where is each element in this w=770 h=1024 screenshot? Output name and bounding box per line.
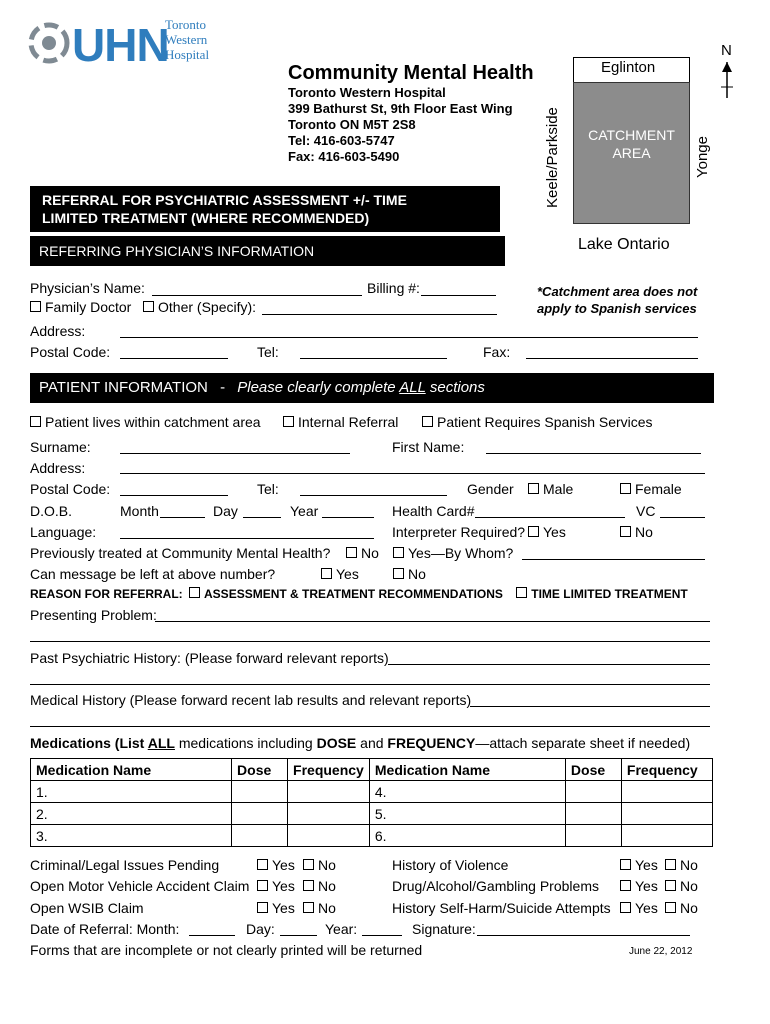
dose-cell[interactable] — [232, 781, 288, 803]
yonge-label: Yonge — [694, 136, 711, 178]
criminal-no-option[interactable]: No — [303, 857, 336, 873]
female-option[interactable]: Female — [620, 481, 682, 497]
vc-field[interactable] — [660, 517, 705, 518]
banner-line-2: LIMITED TREATMENT (WHERE RECOMMENDED) — [42, 210, 370, 226]
physician-address-label: Address: — [30, 323, 86, 339]
past-history-line-2[interactable] — [30, 684, 710, 685]
dose-cell[interactable] — [232, 803, 288, 825]
medication-cell[interactable]: 5. — [369, 803, 565, 825]
medication-cell[interactable]: 3. — [31, 825, 232, 847]
prev-treated-yes-option[interactable]: Yes—By Whom? — [393, 545, 513, 561]
day-label: Day — [213, 503, 238, 519]
billing-label: Billing #: — [367, 280, 420, 296]
logo-wordmark: UHN — [72, 19, 169, 71]
year-label: Year — [290, 503, 319, 519]
referral-year-field[interactable] — [362, 935, 402, 936]
wsib-yes-checkbox[interactable] — [257, 902, 268, 913]
north-arrow-icon — [717, 60, 737, 100]
health-card-label: Health Card# — [392, 503, 475, 519]
selfharm-yes-checkbox[interactable] — [620, 902, 631, 913]
medication-cell[interactable]: 4. — [369, 781, 565, 803]
page-title: Community Mental Health — [288, 62, 534, 84]
surname-label: Surname: — [30, 439, 91, 455]
criminal-no-checkbox[interactable] — [303, 859, 314, 870]
violence-label: History of Violence — [392, 857, 509, 873]
signature-label: Signature: — [412, 921, 476, 937]
medications-table — [30, 758, 713, 847]
message-yes-checkbox[interactable] — [321, 568, 332, 579]
reason-for-referral: REASON FOR REFERRAL: ASSESSMENT & TREATMENT RECOMMENDATIONS TIME LIMITED TREATMENT — [30, 587, 688, 601]
catchment-label-2: AREA — [612, 145, 651, 161]
message-no-option[interactable]: No — [393, 566, 426, 582]
physician-fax-field[interactable] — [526, 358, 698, 359]
logo-line-3: Hospital — [165, 47, 210, 62]
criminal-yes-checkbox[interactable] — [257, 859, 268, 870]
male-option[interactable]: Male — [528, 481, 573, 497]
physician-name-label: Physician’s Name: — [30, 280, 145, 296]
vc-label: VC — [636, 503, 656, 519]
frequency-header: Frequency — [288, 759, 370, 781]
medications-instructions: Medications (List ALL medications including DOSE and FREQUENCY—attach separate sheet if needed) — [30, 735, 691, 751]
hospital-city: Toronto ON M5T 2S8 — [288, 117, 416, 132]
frequency-cell[interactable] — [621, 803, 712, 825]
uhn-logo-mark-icon — [28, 22, 70, 64]
physician-name-field[interactable] — [152, 295, 362, 296]
medication-cell[interactable]: 1. — [31, 781, 232, 803]
dose-header: Dose — [232, 759, 288, 781]
interpreter-yes-option[interactable]: Yes — [528, 524, 566, 540]
medication-cell[interactable]: 6. — [369, 825, 565, 847]
female-checkbox[interactable] — [620, 483, 631, 494]
presenting-problem-line-2[interactable] — [30, 641, 710, 642]
first-name-field[interactable] — [486, 453, 701, 454]
other-specify-field[interactable] — [262, 314, 497, 315]
dob-day-field[interactable] — [243, 517, 281, 518]
assessment-option[interactable]: ASSESSMENT & TREATMENT RECOMMENDATIONS — [186, 587, 503, 601]
medication-name-header: Medication Name — [31, 759, 232, 781]
wsib-yes-option[interactable]: Yes — [257, 900, 295, 916]
presenting-problem-label: Presenting Problem: — [30, 607, 157, 623]
mva-label: Open Motor Vehicle Accident Claim — [30, 878, 250, 894]
signature-field[interactable] — [477, 935, 690, 936]
frequency-header-2: Frequency — [621, 759, 712, 781]
internal-referral-option[interactable]: Internal Referral — [283, 414, 398, 430]
patient-tel-field[interactable] — [300, 495, 447, 496]
drug-no-option[interactable]: No — [665, 878, 698, 894]
mva-no-option[interactable]: No — [303, 878, 336, 894]
hospital-fax: Fax: 416-603-5490 — [288, 149, 400, 164]
selfharm-no-checkbox[interactable] — [665, 902, 676, 913]
message-no-checkbox[interactable] — [393, 568, 404, 579]
logo-line-2: Western — [165, 32, 208, 47]
medical-history-label: Medical History (Please forward recent lab results and relevant reports) — [30, 692, 472, 708]
dose-cell[interactable] — [565, 781, 621, 803]
selfharm-yes-option[interactable]: Yes — [620, 900, 658, 916]
patient-section-header — [30, 373, 714, 403]
dob-label: D.O.B. — [30, 503, 73, 519]
medication-name-header-2: Medication Name — [369, 759, 565, 781]
interpreter-label: Interpreter Required? — [392, 524, 526, 540]
interpreter-no-option[interactable]: No — [620, 524, 653, 540]
billing-field[interactable] — [421, 295, 496, 296]
patient-heading: PATIENT INFORMATION - Please clearly complete ALL sections — [39, 379, 485, 396]
catchment-checkbox[interactable] — [30, 416, 41, 427]
dose-header-2: Dose — [565, 759, 621, 781]
language-field[interactable] — [120, 538, 374, 539]
physician-fax-label: Fax: — [483, 344, 511, 360]
assessment-checkbox[interactable] — [189, 587, 200, 598]
catchment-note: *Catchment area does not apply to Spanish services — [537, 284, 698, 316]
drug-yes-checkbox[interactable] — [620, 880, 631, 891]
version-date: June 22, 2012 — [629, 946, 693, 957]
medical-history-line-2[interactable] — [30, 726, 710, 727]
referral-day-label: Day: — [246, 921, 275, 937]
family-doctor-checkbox[interactable] — [30, 301, 41, 312]
physician-section-header — [30, 236, 505, 266]
selfharm-no-option[interactable]: No — [665, 900, 698, 916]
first-name-label: First Name: — [392, 439, 465, 455]
surname-field[interactable] — [120, 453, 350, 454]
table-row — [31, 803, 713, 825]
gender-label: Gender — [467, 481, 514, 497]
criminal-yes-option[interactable]: Yes — [257, 857, 295, 873]
interpreter-no-checkbox[interactable] — [620, 526, 631, 537]
medication-cell[interactable]: 2. — [31, 803, 232, 825]
frequency-cell[interactable] — [288, 803, 370, 825]
table-row — [31, 825, 713, 847]
patient-address-field[interactable] — [120, 473, 705, 474]
physician-address-field[interactable] — [120, 337, 698, 338]
lake-ontario-label: Lake Ontario — [578, 236, 670, 253]
other-option[interactable]: Other (Specify): — [143, 299, 256, 315]
internal-referral-checkbox[interactable] — [283, 416, 294, 427]
presenting-problem-field[interactable] — [155, 621, 710, 622]
date-of-referral-label: Date of Referral: Month: — [30, 921, 180, 937]
physician-tel-label: Tel: — [257, 344, 279, 360]
violence-no-option[interactable]: No — [665, 857, 698, 873]
male-checkbox[interactable] — [528, 483, 539, 494]
mva-yes-option[interactable]: Yes — [257, 878, 295, 894]
mva-no-checkbox[interactable] — [303, 880, 314, 891]
prev-treated-no-option[interactable]: No — [346, 545, 379, 561]
patient-postal-label: Postal Code: — [30, 481, 111, 497]
selfharm-label: History Self-Harm/Suicide Attempts — [392, 900, 611, 916]
table-header-row — [31, 759, 713, 781]
physician-heading: REFERRING PHYSICIAN’S INFORMATION — [39, 243, 315, 259]
prev-treated-no-checkbox[interactable] — [346, 547, 357, 558]
time-limited-option[interactable]: TIME LIMITED TREATMENT — [516, 587, 687, 601]
medical-history-field[interactable] — [470, 706, 710, 707]
prev-treated-yes-checkbox[interactable] — [393, 547, 404, 558]
month-label: Month — [120, 503, 159, 519]
dose-cell[interactable] — [232, 825, 288, 847]
eglinton-label: Eglinton — [601, 59, 656, 76]
logo-line-1: Toronto — [165, 17, 206, 32]
frequency-cell[interactable] — [621, 781, 712, 803]
frequency-cell[interactable] — [288, 825, 370, 847]
hospital-name: Toronto Western Hospital — [288, 85, 446, 100]
past-history-label: Past Psychiatric History: (Please forward relevant reports) — [30, 650, 389, 666]
drug-yes-option[interactable]: Yes — [620, 878, 658, 894]
incomplete-warning: Forms that are incomplete or not clearly printed will be returned — [30, 942, 423, 958]
dose-cell[interactable] — [565, 825, 621, 847]
spanish-services-checkbox[interactable] — [422, 416, 433, 427]
mva-yes-checkbox[interactable] — [257, 880, 268, 891]
keele-parkside-label: Keele/Parkside — [544, 107, 561, 208]
violence-no-checkbox[interactable] — [665, 859, 676, 870]
patient-postal-field[interactable] — [120, 495, 228, 496]
hospital-tel: Tel: 416-603-5747 — [288, 133, 395, 148]
frequency-cell[interactable] — [621, 825, 712, 847]
language-label: Language: — [30, 524, 97, 540]
prev-treated-label: Previously treated at Community Mental Health? — [30, 545, 331, 561]
referral-banner — [30, 186, 500, 232]
dob-month-field[interactable] — [160, 517, 205, 518]
physician-postal-label: Postal Code: — [30, 344, 111, 360]
north-label: N — [721, 42, 732, 59]
message-yes-option[interactable]: Yes — [321, 566, 359, 582]
referral-year-label: Year: — [325, 921, 358, 937]
patient-tel-label: Tel: — [257, 481, 279, 497]
can-message-label: Can message be left at above number? — [30, 566, 276, 582]
patient-address-label: Address: — [30, 460, 86, 476]
physician-tel-field[interactable] — [300, 358, 447, 359]
drug-label: Drug/Alcohol/Gambling Problems — [392, 878, 599, 894]
referral-month-field[interactable] — [189, 935, 235, 936]
violence-yes-checkbox[interactable] — [620, 859, 631, 870]
wsib-no-option[interactable]: No — [303, 900, 336, 916]
dose-cell[interactable] — [565, 803, 621, 825]
past-history-field[interactable] — [388, 664, 710, 665]
hospital-address: 399 Bathurst St, 9th Floor East Wing — [288, 101, 513, 116]
health-card-field[interactable] — [475, 517, 625, 518]
drug-no-checkbox[interactable] — [665, 880, 676, 891]
wsib-no-checkbox[interactable] — [303, 902, 314, 913]
catchment-option[interactable]: Patient lives within catchment area — [30, 414, 261, 430]
referral-day-field[interactable] — [280, 935, 317, 936]
spanish-services-option[interactable]: Patient Requires Spanish Services — [422, 414, 653, 430]
family-doctor-option[interactable]: Family Doctor — [30, 299, 131, 315]
table-row — [31, 781, 713, 803]
other-checkbox[interactable] — [143, 301, 154, 312]
time-limited-checkbox[interactable] — [516, 587, 527, 598]
criminal-label: Criminal/Legal Issues Pending — [30, 857, 220, 873]
physician-postal-field[interactable] — [120, 358, 228, 359]
interpreter-yes-checkbox[interactable] — [528, 526, 539, 537]
violence-yes-option[interactable]: Yes — [620, 857, 658, 873]
frequency-cell[interactable] — [288, 781, 370, 803]
dob-year-field[interactable] — [322, 517, 374, 518]
by-whom-field[interactable] — [522, 559, 705, 560]
banner-line-1: REFERRAL FOR PSYCHIATRIC ASSESSMENT +/- TIME — [42, 192, 407, 208]
wsib-label: Open WSIB Claim — [30, 900, 144, 916]
catchment-label-1: CATCHMENT — [588, 127, 675, 143]
